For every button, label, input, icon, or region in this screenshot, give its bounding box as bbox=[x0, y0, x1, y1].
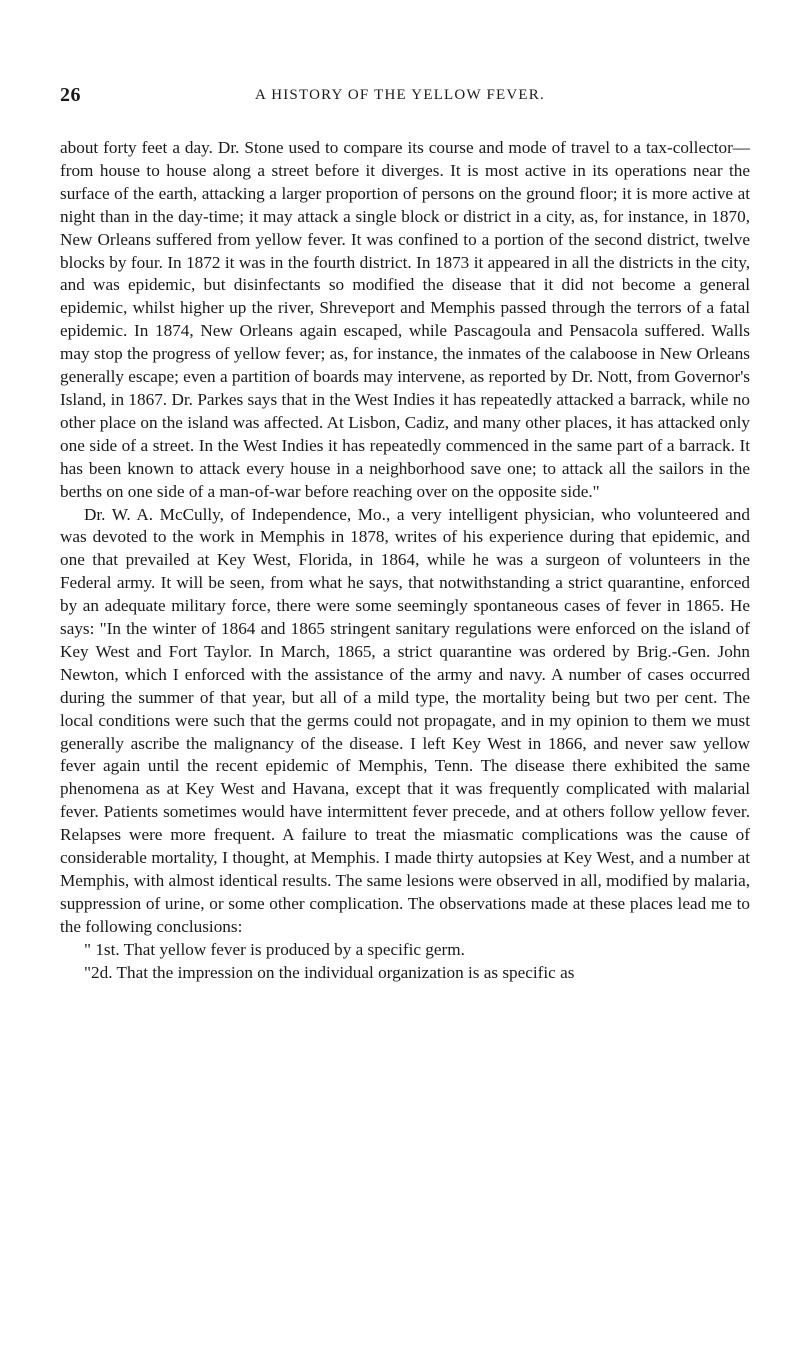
conclusion-first: " 1st. That yellow fever is produced by a specific germ. bbox=[84, 939, 465, 959]
page-number: 26 bbox=[60, 84, 81, 106]
running-head bbox=[60, 84, 740, 108]
paragraph-mccully: Dr. W. A. McCully, of Independence, Mo., a very intelligent physician, who volunteered and was devoted to the work in Memphis in 1878, writes of his experience during that epidemic, and one that prevailed at Key West, Florida, in 1864, while he was a surgeon of volunteers in the Federal army. It will be seen, from what he says, that notwithstanding a strict quarantine, enforced by an adequate military force, there were some seemingly spontaneous cases of fever in 1865. He says: "In the winter of 1864 and 1865 stringent sanitary regulations were enforced on the island of Key West and Fort Taylor. In March, 1865, a strict quarantine was ordered by Brig.-Gen. John Newton, which I enforced with the assistance of the army and navy. A number of cases occurred during the summer of that year, but all of a mild type, the mortality being but two per cent. The local conditions were such that the germs could not propagate, and in my opinion to them we must generally ascribe the malignancy of the disease. I left Key West in 1866, and never saw yellow fever again until the recent epidemic of Memphis, Tenn. The disease there exhibited the same phenomena as at Key West and Havana, except that it was frequently complicated with malarial fever. Patients sometimes would have intermittent fever precede, and at others follow yellow fever. Relapses were more frequent. A failure to treat the miasmatic complications was the cause of considerable mortality, I thought, at Memphis. I made thirty autopsies at Key West, and a number at Memphis, with almost identical results. The same lesions were observed in all, modified by malaria, suppression of urine, or some other complication. The observations made at these places lead me to the following conclusions: bbox=[60, 504, 750, 936]
running-title: A HISTORY OF THE YELLOW FEVER. bbox=[255, 87, 545, 103]
conclusion-second: "2d. That the impression on the individual organization is as specific as bbox=[84, 962, 575, 982]
paragraph-continued: about forty feet a day. Dr. Stone used to compare its course and mode of travel to a tax-collector—from house to house along a street before it diverges. It is most active in its operations near the surface of the earth, attacking a larger proportion of persons on the ground floor; it is more active at night than in the day-time; it may attack a single block or district in a city, as, for instance, in 1870, New Orleans suffered from yellow fever. It was confined to a portion of the second district, twelve blocks by four. In 1872 it was in the fourth district. In 1873 it appeared in all the districts in the city, and was epidemic, but disinfectants so modified the disease that it did not become a general epidemic, whilst higher up the river, Shreveport and Memphis passed through the terrors of a fatal epidemic. In 1874, New Orleans again escaped, while Pascagoula and Pensacola suffered. Walls may stop the progress of yellow fever; as, for instance, the inmates of the calaboose in New Orleans generally escape; even a partition of boards may intervene, as reported by Dr. Nott, from Governor's Island, in 1867. Dr. Parkes says that in the West Indies it has repeatedly attacked a barrack, while no other place on the island was affected. At Lisbon, Cadiz, and many other places, it has attacked only one side of a street. In the West Indies it has repeatedly commenced in the same part of a barrack. It has been known to attack every house in a neighborhood save one; to attack all the sailors in the berths on one side of a man-of-war before reaching over on the opposite side." bbox=[60, 138, 750, 501]
body-text bbox=[60, 137, 750, 985]
